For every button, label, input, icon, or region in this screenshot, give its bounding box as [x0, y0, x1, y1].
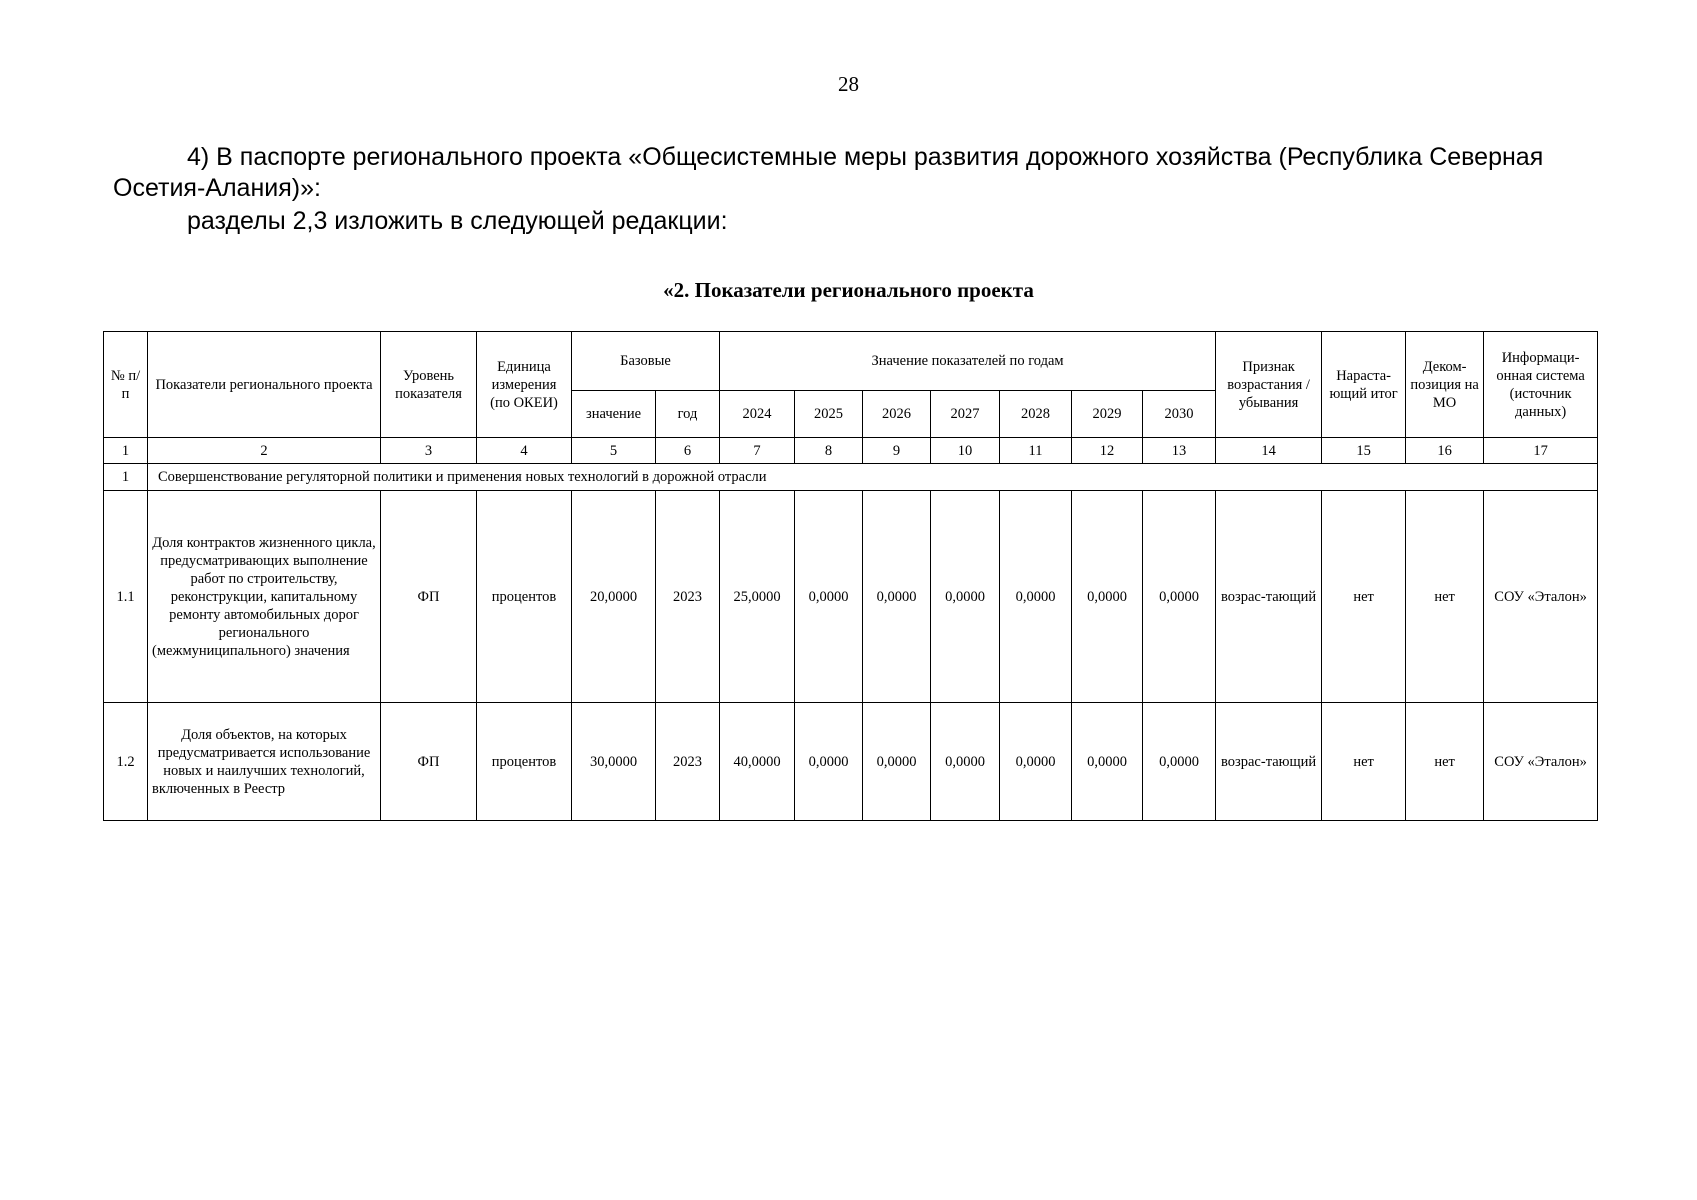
row-base-year: 2023: [656, 703, 720, 821]
row-name: Доля контрактов жизненного цикла, предусматривающих выполнение работ по строительству, реконструкции, капитальному ремонту автомобильных дорог регионального (межмуниципального) значения: [152, 534, 376, 659]
row-value: 0,0000: [1072, 703, 1143, 821]
intro-paragraph-2: разделы 2,3 изложить в следующей редакции:: [187, 207, 728, 235]
column-number: 12: [1072, 438, 1143, 464]
row-level: ФП: [381, 491, 477, 703]
header-num: № п/п: [104, 332, 148, 438]
row-value: 0,0000: [1000, 491, 1072, 703]
group-num: 1: [104, 464, 148, 491]
row-value: 25,0000: [720, 491, 795, 703]
row-base-value: 30,0000: [572, 703, 656, 821]
column-number: 15: [1322, 438, 1406, 464]
header-year: 2029: [1072, 391, 1143, 438]
row-cumulative: нет: [1322, 703, 1406, 821]
row-value: 0,0000: [1143, 703, 1216, 821]
group-title: Совершенствование регуляторной политики и применения новых технологий в дорожной отрасли: [148, 464, 1598, 491]
header-by-years: Значение показателей по годам: [720, 332, 1216, 391]
row-unit: процентов: [477, 703, 572, 821]
column-number: 13: [1143, 438, 1216, 464]
row-name-cell: [148, 491, 381, 703]
section-title: «2. Показатели регионального проекта: [663, 278, 1034, 302]
header-decomposition: Деком-позиция на МО: [1406, 332, 1484, 438]
column-number: 5: [572, 438, 656, 464]
row-value: 0,0000: [1143, 491, 1216, 703]
table-row: [104, 491, 1598, 703]
row-value: 0,0000: [931, 703, 1000, 821]
row-value: 0,0000: [1000, 703, 1072, 821]
header-base-year: год: [656, 391, 720, 438]
column-number: 11: [1000, 438, 1072, 464]
row-value: 0,0000: [795, 703, 863, 821]
row-value: 0,0000: [863, 703, 931, 821]
row-trend: возрас-тающий: [1216, 491, 1322, 703]
row-value: 0,0000: [1072, 491, 1143, 703]
column-number: 3: [381, 438, 477, 464]
row-level: ФП: [381, 703, 477, 821]
row-trend: возрас-тающий: [1216, 703, 1322, 821]
indicators-table: [103, 331, 1598, 821]
header-base-value: значение: [572, 391, 656, 438]
header-name: Показатели регионального проекта: [148, 332, 381, 438]
table-row: [104, 703, 1598, 821]
header-row: [104, 332, 1598, 391]
row-value: 0,0000: [931, 491, 1000, 703]
header-trend: Признак возрастания / убывания: [1216, 332, 1322, 438]
row-base-year: 2023: [656, 491, 720, 703]
header-year: 2028: [1000, 391, 1072, 438]
row-name: Доля объектов, на которых предусматривается использование новых и наилучших технологий, включенных в Реестр: [152, 726, 371, 797]
column-number: 1: [104, 438, 148, 464]
row-decomposition: нет: [1406, 491, 1484, 703]
intro-text: [113, 142, 1591, 237]
header-cumulative: Нараста-ющий итог: [1322, 332, 1406, 438]
row-decomposition: нет: [1406, 703, 1484, 821]
row-value: 40,0000: [720, 703, 795, 821]
intro-paragraph-1: 4) В паспорте регионального проекта «Общесистемные меры развития дорожного хозяйства (Республика Северная Осетия-Алания)»:: [113, 143, 1544, 202]
header-year: 2030: [1143, 391, 1216, 438]
header-year: 2025: [795, 391, 863, 438]
row-num: 1.2: [104, 703, 148, 821]
column-number: 9: [863, 438, 931, 464]
row-unit: процентов: [477, 491, 572, 703]
header-info-system: Информаци-онная система (источник данных): [1484, 332, 1598, 438]
column-number: 4: [477, 438, 572, 464]
column-number: 10: [931, 438, 1000, 464]
row-name-cell: [148, 703, 381, 821]
row-info-system: СОУ «Эталон»: [1484, 491, 1598, 703]
row-base-value: 20,0000: [572, 491, 656, 703]
column-number: 6: [656, 438, 720, 464]
row-num: 1.1: [104, 491, 148, 703]
group-row: [104, 464, 1598, 491]
header-unit: Единица измерения (по ОКЕИ): [477, 332, 572, 438]
row-value: 0,0000: [863, 491, 931, 703]
column-number-row: [104, 438, 1598, 464]
column-number: 2: [148, 438, 381, 464]
column-number: 7: [720, 438, 795, 464]
column-number: 8: [795, 438, 863, 464]
row-cumulative: нет: [1322, 491, 1406, 703]
header-base: Базовые: [572, 332, 720, 391]
page-number: 28: [838, 72, 859, 96]
header-year: 2024: [720, 391, 795, 438]
header-year: 2027: [931, 391, 1000, 438]
column-number: 16: [1406, 438, 1484, 464]
header-level: Уровень показателя: [381, 332, 477, 438]
header-year: 2026: [863, 391, 931, 438]
column-number: 17: [1484, 438, 1598, 464]
column-number: 14: [1216, 438, 1322, 464]
row-info-system: СОУ «Эталон»: [1484, 703, 1598, 821]
row-value: 0,0000: [795, 491, 863, 703]
